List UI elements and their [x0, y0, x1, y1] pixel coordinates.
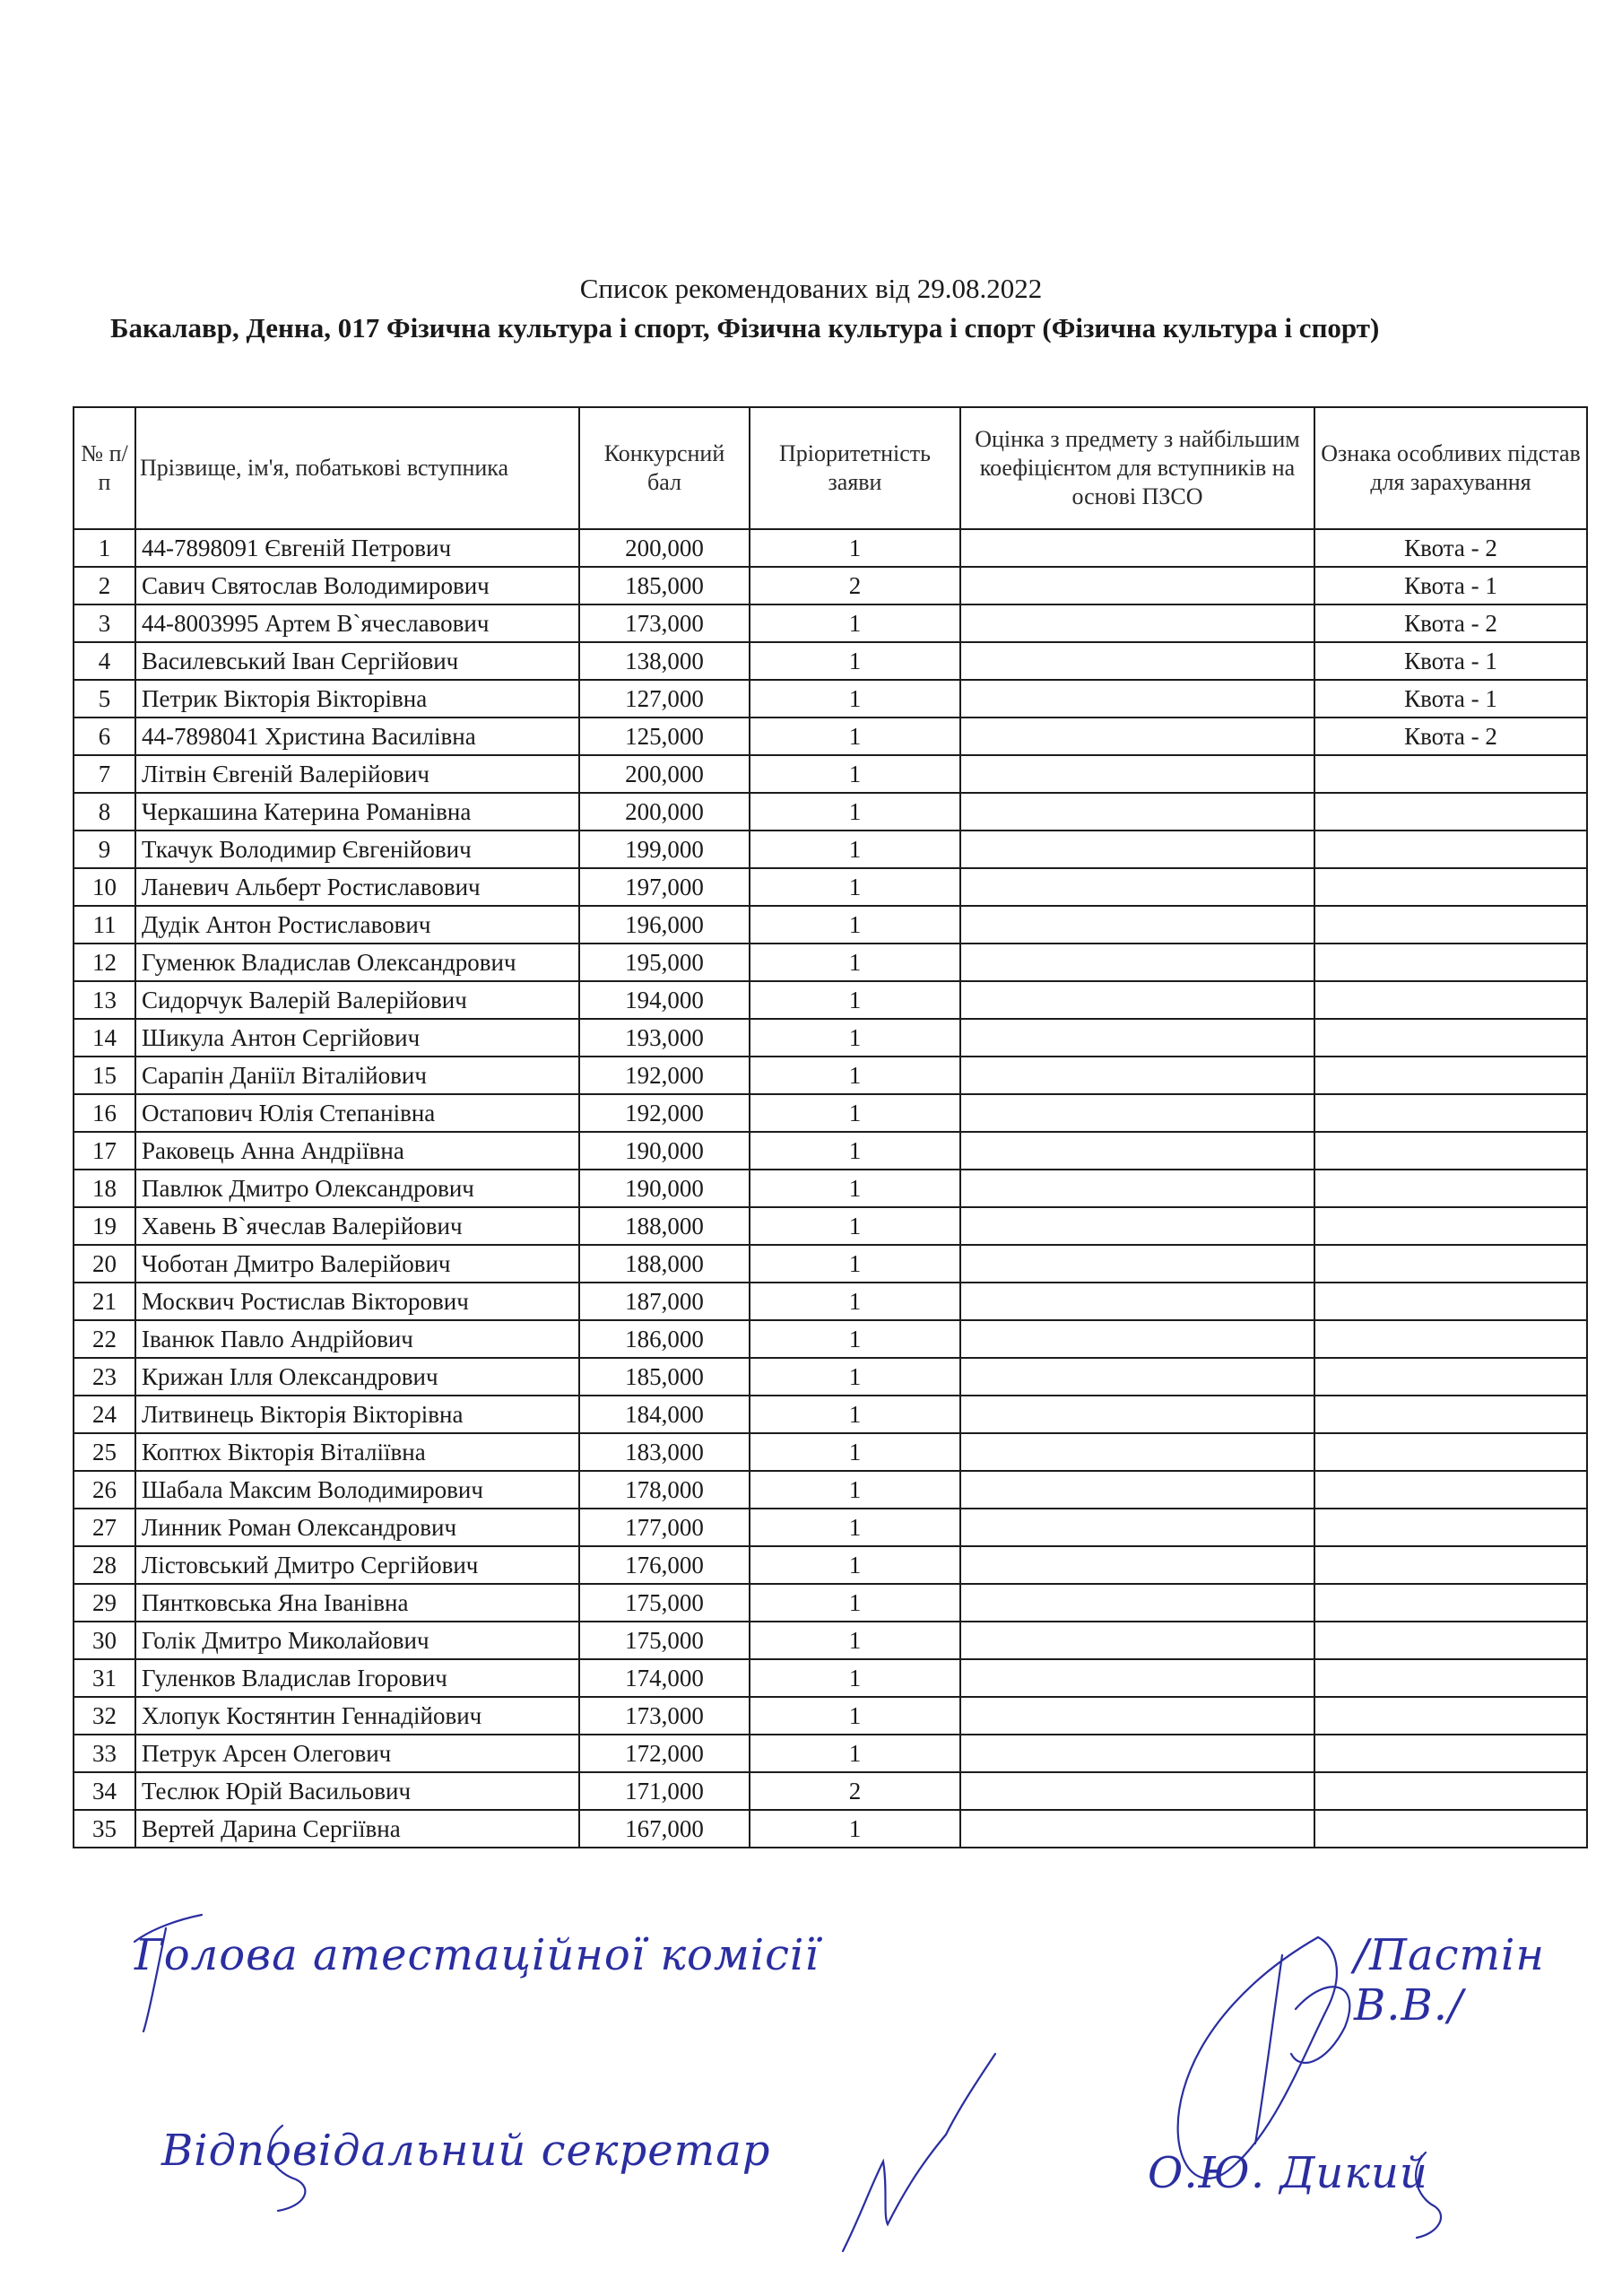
cell-name: Крижан Ілля Олександрович [135, 1358, 579, 1396]
table-row [74, 793, 1587, 831]
cell-priority: 1 [750, 831, 960, 868]
cell-num: 6 [74, 718, 135, 755]
cell-num: 20 [74, 1245, 135, 1283]
cell-pzso [960, 1170, 1314, 1207]
table-row [74, 831, 1587, 868]
table-row [74, 529, 1587, 567]
cell-priority: 1 [750, 1622, 960, 1659]
cell-name: Дудік Антон Ростиславович [135, 906, 579, 944]
cell-priority: 1 [750, 1659, 960, 1697]
table-row [74, 1735, 1587, 1772]
cell-pzso [960, 1584, 1314, 1622]
table-row [74, 1170, 1587, 1207]
table-row [74, 1207, 1587, 1245]
cell-num: 30 [74, 1622, 135, 1659]
cell-name: Литвинець Вікторія Вікторівна [135, 1396, 579, 1433]
cell-pzso [960, 1546, 1314, 1584]
document-subtitle: Бакалавр, Денна, 017 Фізична культура і спорт, Фізична культура і спорт (Фізична культура і спорт) [110, 312, 1380, 344]
cell-priority: 1 [750, 1057, 960, 1094]
cell-basis [1314, 1396, 1587, 1433]
cell-name: Хавень В`ячеслав Валерійович [135, 1207, 579, 1245]
cell-name: Петрик Вікторія Вікторівна [135, 680, 579, 718]
cell-basis [1314, 1019, 1587, 1057]
cell-priority: 1 [750, 718, 960, 755]
cell-name: Вертей Дарина Сергіївна [135, 1810, 579, 1848]
cell-basis [1314, 1433, 1587, 1471]
cell-basis [1314, 1471, 1587, 1509]
table-row [74, 1396, 1587, 1433]
secretary-signature-name: О.Ю. Дикий [1148, 2148, 1428, 2198]
cell-basis: Квота - 1 [1314, 680, 1587, 718]
header-score: Конкурсний бал [579, 407, 750, 529]
cell-score: 173,000 [579, 1697, 750, 1735]
table-row [74, 604, 1587, 642]
cell-score: 127,000 [579, 680, 750, 718]
cell-basis [1314, 1659, 1587, 1697]
cell-pzso [960, 604, 1314, 642]
cell-pzso [960, 1396, 1314, 1433]
cell-score: 192,000 [579, 1094, 750, 1132]
cell-basis: Квота - 1 [1314, 642, 1587, 680]
cell-score: 195,000 [579, 944, 750, 981]
header-num: № п/п [74, 407, 135, 529]
table-row [74, 944, 1587, 981]
cell-name: Гуленков Владислав Ігорович [135, 1659, 579, 1697]
cell-score: 177,000 [579, 1509, 750, 1546]
cell-name: Голік Дмитро Миколайович [135, 1622, 579, 1659]
cell-score: 193,000 [579, 1019, 750, 1057]
table-row [74, 1509, 1587, 1546]
cell-basis [1314, 793, 1587, 831]
table-row [74, 1132, 1587, 1170]
cell-basis [1314, 1245, 1587, 1283]
cell-num: 27 [74, 1509, 135, 1546]
cell-basis [1314, 1320, 1587, 1358]
cell-score: 186,000 [579, 1320, 750, 1358]
cell-priority: 1 [750, 1509, 960, 1546]
cell-basis [1314, 1735, 1587, 1772]
cell-score: 175,000 [579, 1584, 750, 1622]
cell-score: 185,000 [579, 1358, 750, 1396]
cell-priority: 1 [750, 1697, 960, 1735]
cell-name: Москвич Ростислав Вікторович [135, 1283, 579, 1320]
cell-name: Пянтковська Яна Іванівна [135, 1584, 579, 1622]
cell-basis [1314, 981, 1587, 1019]
cell-basis [1314, 1207, 1587, 1245]
cell-basis [1314, 1094, 1587, 1132]
cell-basis [1314, 1546, 1587, 1584]
table-row [74, 1019, 1587, 1057]
cell-basis [1314, 1622, 1587, 1659]
cell-pzso [960, 1245, 1314, 1283]
cell-basis [1314, 1358, 1587, 1396]
cell-score: 175,000 [579, 1622, 750, 1659]
cell-priority: 1 [750, 1283, 960, 1320]
cell-name: Линник Роман Олександрович [135, 1509, 579, 1546]
cell-name: Остапович Юлія Степанівна [135, 1094, 579, 1132]
cell-num: 8 [74, 793, 135, 831]
cell-priority: 2 [750, 567, 960, 604]
cell-pzso [960, 1772, 1314, 1810]
cell-name: 44-8003995 Артем В`ячеславович [135, 604, 579, 642]
cell-num: 10 [74, 868, 135, 906]
cell-name: Іванюк Павло Андрійович [135, 1320, 579, 1358]
cell-basis [1314, 1509, 1587, 1546]
cell-pzso [960, 718, 1314, 755]
cell-priority: 1 [750, 1358, 960, 1396]
cell-score: 171,000 [579, 1772, 750, 1810]
table-row [74, 1283, 1587, 1320]
cell-pzso [960, 642, 1314, 680]
cell-num: 28 [74, 1546, 135, 1584]
cell-priority: 1 [750, 1584, 960, 1622]
cell-score: 196,000 [579, 906, 750, 944]
cell-num: 4 [74, 642, 135, 680]
cell-score: 200,000 [579, 793, 750, 831]
cell-num: 31 [74, 1659, 135, 1697]
cell-name: Сидорчук Валерій Валерійович [135, 981, 579, 1019]
cell-num: 19 [74, 1207, 135, 1245]
cell-priority: 1 [750, 1170, 960, 1207]
cell-basis [1314, 1772, 1587, 1810]
cell-pzso [960, 1697, 1314, 1735]
cell-num: 5 [74, 680, 135, 718]
cell-pzso [960, 944, 1314, 981]
cell-num: 33 [74, 1735, 135, 1772]
cell-score: 125,000 [579, 718, 750, 755]
cell-basis [1314, 1057, 1587, 1094]
cell-pzso [960, 755, 1314, 793]
cell-name: Черкашина Катерина Романівна [135, 793, 579, 831]
cell-score: 190,000 [579, 1132, 750, 1170]
cell-score: 194,000 [579, 981, 750, 1019]
cell-priority: 1 [750, 1396, 960, 1433]
cell-pzso [960, 567, 1314, 604]
cell-pzso [960, 1433, 1314, 1471]
table-row [74, 718, 1587, 755]
cell-basis [1314, 944, 1587, 981]
cell-num: 13 [74, 981, 135, 1019]
cell-basis [1314, 1697, 1587, 1735]
table-row [74, 567, 1587, 604]
cell-priority: 1 [750, 1810, 960, 1848]
table-row [74, 1358, 1587, 1396]
cell-pzso [960, 1735, 1314, 1772]
cell-score: 190,000 [579, 1170, 750, 1207]
cell-score: 173,000 [579, 604, 750, 642]
cell-name: Гуменюк Владислав Олександрович [135, 944, 579, 981]
cell-name: Павлюк Дмитро Олександрович [135, 1170, 579, 1207]
cell-priority: 1 [750, 1735, 960, 1772]
cell-pzso [960, 1358, 1314, 1396]
cell-num: 18 [74, 1170, 135, 1207]
cell-priority: 1 [750, 1546, 960, 1584]
cell-num: 23 [74, 1358, 135, 1396]
cell-pzso [960, 1019, 1314, 1057]
cell-pzso [960, 1622, 1314, 1659]
header-pzso: Оцінка з предмету з найбільшим коефіцієнтом для вступників на основі ПЗСО [960, 407, 1314, 529]
cell-pzso [960, 793, 1314, 831]
cell-basis [1314, 906, 1587, 944]
cell-priority: 1 [750, 906, 960, 944]
cell-score: 199,000 [579, 831, 750, 868]
cell-score: 183,000 [579, 1433, 750, 1471]
cell-num: 14 [74, 1019, 135, 1057]
table-row [74, 1546, 1587, 1584]
cell-num: 16 [74, 1094, 135, 1132]
signature-block [0, 1910, 1622, 2296]
cell-basis [1314, 755, 1587, 793]
cell-priority: 1 [750, 1019, 960, 1057]
cell-name: Савич Святослав Володимирович [135, 567, 579, 604]
table-row [74, 1622, 1587, 1659]
cell-score: 188,000 [579, 1245, 750, 1283]
cell-name: Шикула Антон Сергійович [135, 1019, 579, 1057]
cell-num: 29 [74, 1584, 135, 1622]
table-header-row [74, 407, 1587, 529]
cell-num: 2 [74, 567, 135, 604]
cell-score: 200,000 [579, 529, 750, 567]
cell-score: 188,000 [579, 1207, 750, 1245]
table-row [74, 1245, 1587, 1283]
cell-num: 32 [74, 1697, 135, 1735]
cell-score: 192,000 [579, 1057, 750, 1094]
cell-num: 1 [74, 529, 135, 567]
cell-basis: Квота - 2 [1314, 718, 1587, 755]
cell-name: Раковець Анна Андріївна [135, 1132, 579, 1170]
cell-num: 34 [74, 1772, 135, 1810]
cell-score: 176,000 [579, 1546, 750, 1584]
cell-pzso [960, 1094, 1314, 1132]
cell-priority: 1 [750, 529, 960, 567]
table-row [74, 981, 1587, 1019]
cell-priority: 1 [750, 1132, 960, 1170]
cell-score: 200,000 [579, 755, 750, 793]
cell-name: Коптюх Вікторія Віталіївна [135, 1433, 579, 1471]
cell-priority: 1 [750, 1320, 960, 1358]
cell-score: 172,000 [579, 1735, 750, 1772]
cell-num: 12 [74, 944, 135, 981]
cell-num: 24 [74, 1396, 135, 1433]
header-name: Прізвище, ім'я, побатькові вступника [135, 407, 579, 529]
cell-basis [1314, 1283, 1587, 1320]
table-row [74, 868, 1587, 906]
cell-priority: 1 [750, 868, 960, 906]
cell-name: Шабала Максим Володимирович [135, 1471, 579, 1509]
cell-basis [1314, 1132, 1587, 1170]
cell-num: 26 [74, 1471, 135, 1509]
cell-pzso [960, 680, 1314, 718]
cell-pzso [960, 1810, 1314, 1848]
cell-score: 197,000 [579, 868, 750, 906]
cell-priority: 1 [750, 642, 960, 680]
cell-score: 178,000 [579, 1471, 750, 1509]
cell-pzso [960, 1509, 1314, 1546]
table-row [74, 1320, 1587, 1358]
cell-pzso [960, 1057, 1314, 1094]
cell-pzso [960, 1471, 1314, 1509]
cell-score: 184,000 [579, 1396, 750, 1433]
cell-priority: 1 [750, 604, 960, 642]
cell-num: 25 [74, 1433, 135, 1471]
table-row [74, 1810, 1587, 1848]
cell-score: 185,000 [579, 567, 750, 604]
table-row [74, 906, 1587, 944]
cell-name: Сарапін Даніїл Віталійович [135, 1057, 579, 1094]
cell-basis [1314, 831, 1587, 868]
cell-basis [1314, 1170, 1587, 1207]
table-row [74, 642, 1587, 680]
cell-name: Лістовський Дмитро Сергійович [135, 1546, 579, 1584]
cell-name: 44-7898091 Євгеній Петрович [135, 529, 579, 567]
cell-basis: Квота - 2 [1314, 604, 1587, 642]
table-row [74, 1433, 1587, 1471]
cell-priority: 1 [750, 1471, 960, 1509]
cell-score: 187,000 [579, 1283, 750, 1320]
cell-score: 138,000 [579, 642, 750, 680]
table-row [74, 1057, 1587, 1094]
cell-basis: Квота - 2 [1314, 529, 1587, 567]
table-row [74, 755, 1587, 793]
table-row [74, 1094, 1587, 1132]
cell-score: 174,000 [579, 1659, 750, 1697]
cell-pzso [960, 868, 1314, 906]
table-row [74, 1772, 1587, 1810]
table-row [74, 680, 1587, 718]
chair-signature-name: /Пастін В.В./ [1354, 1930, 1546, 2031]
cell-num: 17 [74, 1132, 135, 1170]
cell-basis [1314, 1810, 1587, 1848]
cell-priority: 1 [750, 1433, 960, 1471]
cell-num: 15 [74, 1057, 135, 1094]
cell-name: Ткачук Володимир Євгенійович [135, 831, 579, 868]
cell-pzso [960, 1283, 1314, 1320]
table-body [74, 529, 1587, 1848]
cell-name: Хлопук Костянтин Геннадійович [135, 1697, 579, 1735]
cell-name: 44-7898041 Христина Василівна [135, 718, 579, 755]
chair-signature-label: Голова атестаційної комісії [134, 1930, 820, 1980]
cell-num: 7 [74, 755, 135, 793]
cell-pzso [960, 1132, 1314, 1170]
cell-name: Літвін Євгеній Валерійович [135, 755, 579, 793]
cell-priority: 2 [750, 1772, 960, 1810]
table-row [74, 1584, 1587, 1622]
cell-priority: 1 [750, 981, 960, 1019]
cell-name: Петрук Арсен Олегович [135, 1735, 579, 1772]
cell-num: 3 [74, 604, 135, 642]
cell-basis [1314, 868, 1587, 906]
cell-priority: 1 [750, 680, 960, 718]
cell-name: Ланевич Альберт Ростиславович [135, 868, 579, 906]
cell-name: Чоботан Дмитро Валерійович [135, 1245, 579, 1283]
cell-pzso [960, 529, 1314, 567]
cell-priority: 1 [750, 1245, 960, 1283]
table-row [74, 1471, 1587, 1509]
cell-num: 9 [74, 831, 135, 868]
recommended-list-table [73, 406, 1588, 1848]
cell-pzso [960, 1320, 1314, 1358]
cell-priority: 1 [750, 1094, 960, 1132]
cell-pzso [960, 1207, 1314, 1245]
cell-priority: 1 [750, 1207, 960, 1245]
cell-name: Теслюк Юрій Васильович [135, 1772, 579, 1810]
cell-name: Василевський Іван Сергійович [135, 642, 579, 680]
table-row [74, 1697, 1587, 1735]
cell-pzso [960, 981, 1314, 1019]
cell-priority: 1 [750, 793, 960, 831]
cell-num: 35 [74, 1810, 135, 1848]
cell-pzso [960, 906, 1314, 944]
cell-num: 11 [74, 906, 135, 944]
cell-pzso [960, 831, 1314, 868]
table-row [74, 1659, 1587, 1697]
cell-num: 22 [74, 1320, 135, 1358]
header-priority: Пріоритетність заяви [750, 407, 960, 529]
document-title: Список рекомендованих від 29.08.2022 [579, 273, 1043, 304]
cell-num: 21 [74, 1283, 135, 1320]
cell-score: 167,000 [579, 1810, 750, 1848]
header-basis: Ознака особливих підстав для зарахування [1314, 407, 1587, 529]
cell-priority: 1 [750, 755, 960, 793]
secretary-signature-label: Відповідальний секретар [161, 2126, 771, 2176]
cell-priority: 1 [750, 944, 960, 981]
cell-basis [1314, 1584, 1587, 1622]
cell-basis: Квота - 1 [1314, 567, 1587, 604]
cell-pzso [960, 1659, 1314, 1697]
